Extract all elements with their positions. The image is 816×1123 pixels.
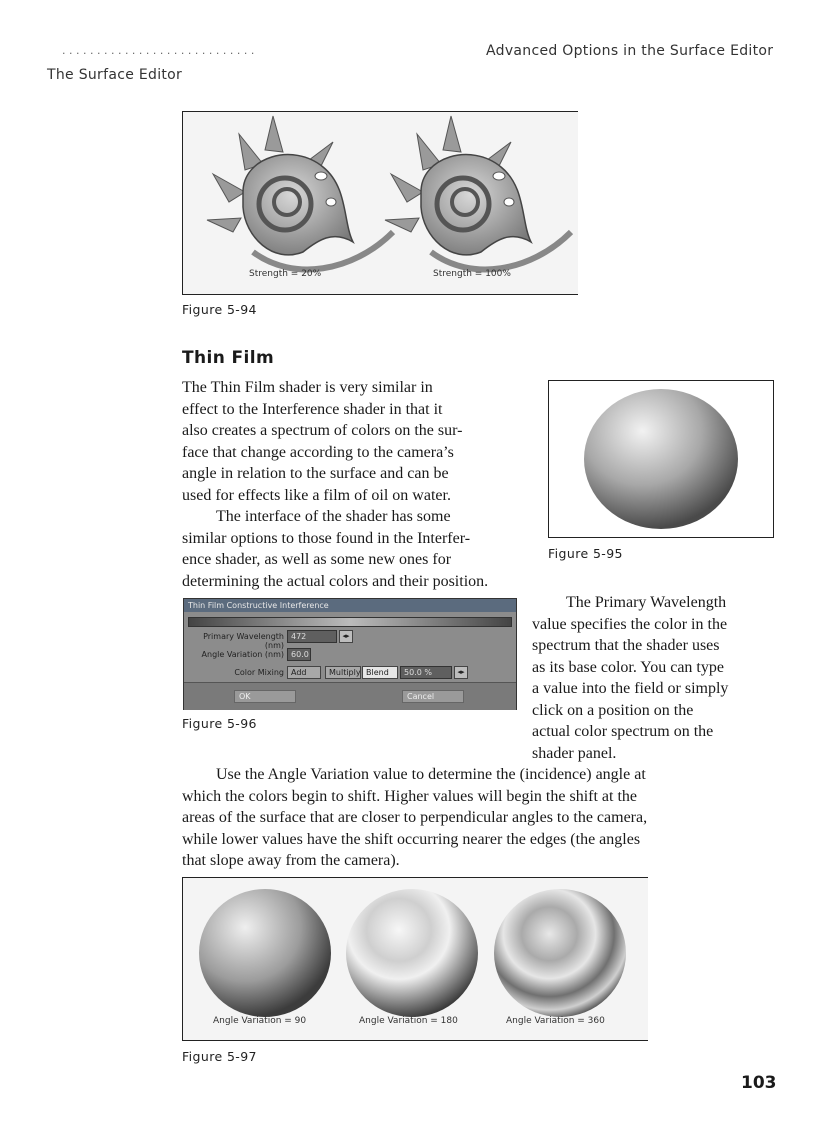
- text-line: determining the actual colors and their position.: [182, 572, 489, 590]
- text-line: which the colors begin to shift. Higher values will begin the shift at the: [182, 787, 638, 805]
- paragraph-2: [182, 506, 552, 592]
- text-line: The interface of the shader has some: [216, 508, 451, 525]
- text-line: ence shader, as well as some new ones for: [182, 551, 452, 568]
- running-header-chapter: The Surface Editor: [47, 67, 183, 83]
- text-line: The Thin Film shader is very similar in: [182, 379, 433, 396]
- sun-swirl-right: [385, 116, 571, 269]
- color-spectrum-bar[interactable]: [188, 617, 512, 627]
- primary-wavelength-label: Primary Wavelength (nm): [203, 632, 284, 650]
- text-line: value specifies the color in the: [532, 615, 728, 633]
- figure-5-94-image: [182, 111, 578, 295]
- primary-wavelength-stepper[interactable]: ◂▸: [339, 630, 353, 643]
- text-line: also creates a spectrum of colors on the sur-: [182, 422, 463, 439]
- text-line: shader panel.: [532, 744, 617, 762]
- panel-title: Thin Film Constructive Interference: [184, 599, 516, 612]
- cancel-button[interactable]: Cancel: [402, 690, 464, 703]
- panel-footer: [184, 682, 516, 710]
- figure-5-97-image: [182, 877, 648, 1041]
- text-line: as its base color. You can type: [532, 658, 724, 676]
- text-line: actual color spectrum on the: [532, 723, 714, 740]
- paragraph-1: [182, 377, 537, 506]
- figure-5-94-caption: Figure 5-94: [182, 302, 257, 317]
- sun-swirl-illustration: [183, 112, 578, 294]
- thin-film-shader-panel: [183, 598, 517, 710]
- text-line: face that change according to the camera’s: [182, 443, 454, 461]
- text-line: a value into the field or simply: [532, 680, 729, 697]
- text-line: Use the Angle Variation value to determine the (incidence) angle at: [216, 766, 646, 783]
- figure-5-95-image: [548, 380, 774, 538]
- ok-button[interactable]: OK: [234, 690, 296, 703]
- paragraph-3: [532, 592, 777, 764]
- figure-5-94-label-left: Strength = 20%: [249, 269, 322, 279]
- text-line: spectrum that the shader uses: [532, 637, 720, 654]
- sun-swirl-left: [207, 116, 393, 269]
- sphere-180: [346, 889, 478, 1017]
- sphere-90: [199, 889, 331, 1017]
- text-line: effect to the Interference shader in that it: [182, 400, 443, 418]
- text-line: used for effects like a film of oil on water.: [182, 486, 451, 504]
- page-number: 103: [741, 1073, 777, 1093]
- figure-5-96-caption: Figure 5-96: [182, 716, 257, 731]
- figure-5-95-caption: Figure 5-95: [548, 546, 623, 561]
- text-line: areas of the surface that are closer to perpendicular angles to the camera,: [182, 809, 648, 826]
- sphere-360: [494, 889, 626, 1017]
- text-line: while lower values have the shift occurring nearer the edges (the angles: [182, 830, 641, 848]
- color-mixing-label: Color Mixing: [234, 668, 284, 677]
- header-dot-leader: . . . . . . . . . . . . . . . . . . . . . . . . . . . .: [62, 44, 255, 57]
- text-line: The Primary Wavelength: [566, 594, 727, 611]
- text-line: click on a position on the: [532, 701, 694, 719]
- running-header-section: Advanced Options in the Surface Editor: [486, 43, 774, 59]
- text-line: angle in relation to the surface and can be: [182, 465, 449, 482]
- text-line: that slope away from the camera).: [182, 852, 400, 869]
- angle-variation-field[interactable]: 60.0: [287, 648, 311, 661]
- figure-5-97-label-90: Angle Variation = 90: [213, 1016, 307, 1026]
- thin-film-sphere: [549, 381, 773, 537]
- figure-5-97-label-360: Angle Variation = 360: [506, 1016, 605, 1026]
- primary-wavelength-field[interactable]: 472: [287, 630, 337, 643]
- mixing-blend-button[interactable]: Blend: [362, 666, 398, 679]
- mixing-add-button[interactable]: Add: [287, 666, 321, 679]
- section-heading: Thin Film: [182, 348, 275, 368]
- paragraph-4: [182, 764, 777, 872]
- mixing-percent-stepper[interactable]: ◂▸: [454, 666, 468, 679]
- mixing-percent-field[interactable]: 50.0 %: [400, 666, 452, 679]
- figure-5-97-label-180: Angle Variation = 180: [359, 1016, 458, 1026]
- text-line: similar options to those found in the Interfer-: [182, 529, 471, 547]
- angle-variation-label: Angle Variation (nm): [201, 650, 284, 659]
- figure-5-94-label-right: Strength = 100%: [433, 269, 511, 279]
- figure-5-97-caption: Figure 5-97: [182, 1049, 257, 1064]
- mixing-multiply-button[interactable]: Multiply: [325, 666, 361, 679]
